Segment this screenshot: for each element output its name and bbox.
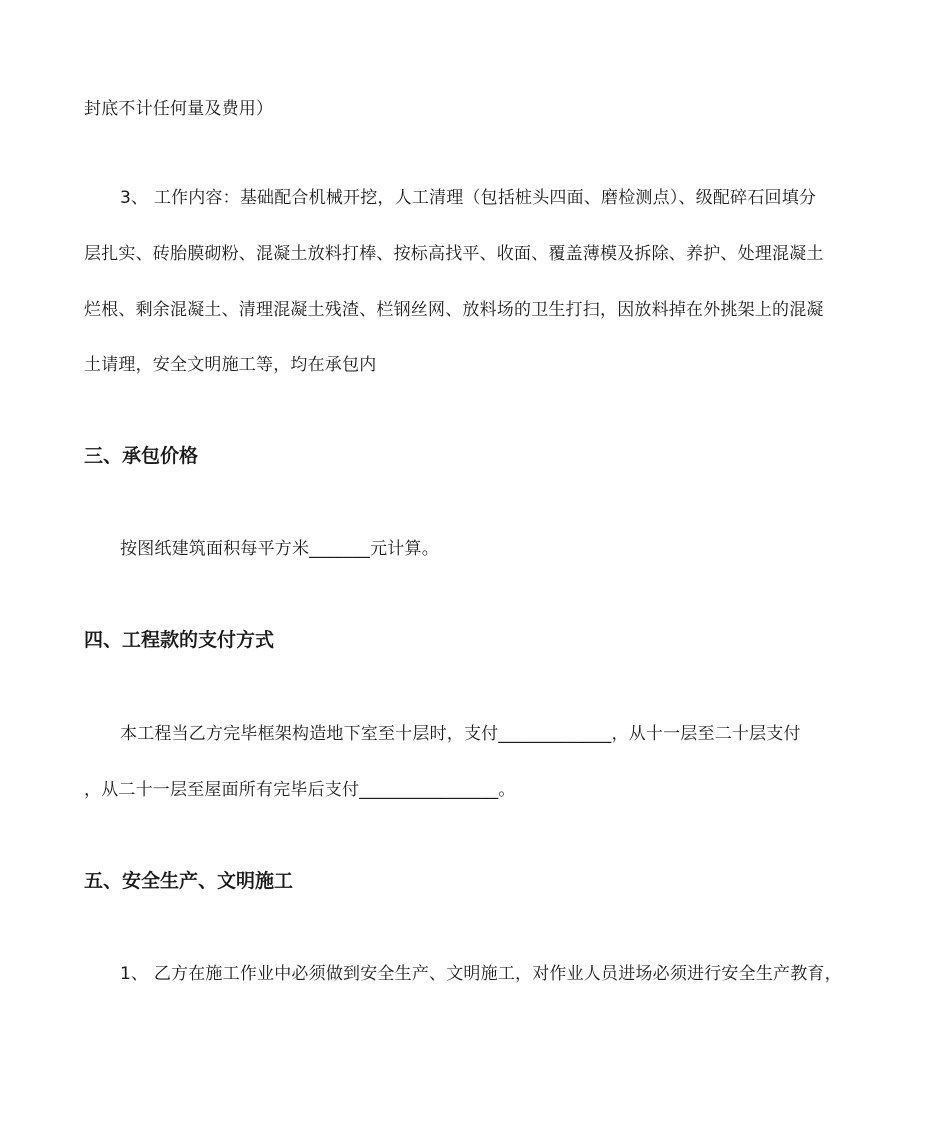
paragraph-line: 3、 工作内容：基础配合机械开挖，人工清理（包括桩头四面、磨检测点）、级配碎石回填分 (120, 188, 817, 208)
section-heading: 四、工程款的支付方式 (84, 629, 275, 651)
section-heading: 三、承包价格 (84, 445, 199, 467)
paragraph-line: 土请理，安全文明施工等，均在承包内 (84, 355, 377, 375)
paragraph-line: 烂根、剩余混凝土、清理混凝土残渣、栏钢丝网、放料场的卫生打扫，因放料掉在外挑架上的混凝 (84, 300, 824, 320)
section-heading: 五、安全生产、文明施工 (84, 870, 294, 892)
paragraph-line: 本工程当乙方完毕框架构造地下室至十层时，支付_____________，从十一层至二十层支付 (120, 724, 801, 744)
paragraph-line: ，从二十一层至屋面所有完毕后支付________________。 (84, 780, 516, 800)
paragraph-line: 层扎实、砖胎膜砌粉、混凝土放料打棒、按标高找平、收面、覆盖薄模及拆除、养护、处理混凝土 (84, 244, 824, 264)
paragraph-line: 按图纸建筑面积每平方米_______元计算。 (120, 539, 439, 559)
paragraph-line: 封底不计任何量及费用） (84, 99, 274, 119)
paragraph-line: 1、 乙方在施工作业中必须做到安全生产、文明施工，对作业人员进场必须进行安全生产教育， (120, 964, 842, 984)
